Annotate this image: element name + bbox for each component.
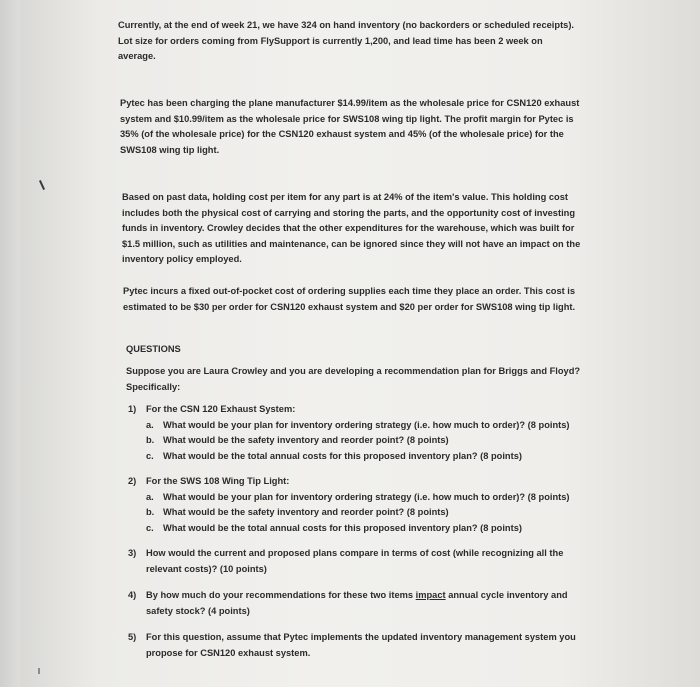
text-line: estimated to be $30 per order for CSN120 exhaust system and $20 per order for SWS108 wing tip light.	[123, 301, 576, 312]
question-text	[146, 630, 598, 661]
question-number: 1)	[128, 404, 137, 414]
sub-question	[146, 418, 598, 434]
text-line: For this question, assume that Pytec implements the updated inventory management system you	[146, 632, 576, 642]
text-line: Pytec has been charging the plane manufacturer $14.99/item as the wholesale price for CSN120 exhaust	[120, 98, 580, 108]
question-1	[128, 402, 598, 464]
question-3	[128, 546, 598, 577]
sub-text: What would be the total annual costs for this proposed inventory plan? (8 points)	[163, 450, 522, 461]
sub-letter: a.	[146, 491, 154, 502]
question-4	[128, 588, 598, 619]
question-number: 5)	[128, 632, 137, 642]
sub-letter: a.	[146, 419, 154, 430]
text-line: system and $10.99/item as the wholesale price for SWS108 wing tip light. The profit margin for Pytec is	[120, 113, 574, 124]
sub-letter: b.	[146, 507, 155, 518]
question-number: 4)	[128, 590, 137, 600]
text-line: SWS108 wing tip light.	[120, 144, 220, 155]
paragraph-pricing	[120, 96, 608, 158]
text-line: Suppose you are Laura Crowley and you are developing a recommendation plan for Briggs and Floyd?	[126, 366, 581, 376]
text-segment: annual cycle inventory and	[445, 590, 568, 600]
paragraph-holding-cost	[122, 190, 598, 268]
text-line: safety stock? (4 points)	[146, 605, 250, 616]
text-line: funds in inventory. Crowley decides that the other expenditures for the warehouse, which was built for	[122, 223, 575, 234]
page-edge-shadow	[0, 0, 20, 687]
questions-intro	[126, 364, 596, 395]
sub-letter: c.	[146, 450, 154, 461]
sub-letter: c.	[146, 522, 154, 533]
question-number: 3)	[128, 548, 137, 558]
text-line: Lot size for orders coming from FlySupport is currently 1,200, and lead time has been 2 week on	[118, 35, 543, 46]
questions-heading: QUESTIONS	[126, 344, 181, 354]
sub-text: What would be the total annual costs for this proposed inventory plan? (8 points)	[163, 522, 522, 533]
sub-question	[146, 433, 598, 449]
text-line: $1.5 million, such as utilities and maintenance, can be ignored since they will not have an impact on the	[122, 238, 581, 249]
text-line: inventory policy employed.	[122, 254, 242, 265]
sub-question	[146, 505, 598, 521]
question-text	[146, 588, 598, 619]
question-5	[128, 630, 598, 661]
sub-text: What would be the safety inventory and reorder point? (8 points)	[163, 435, 449, 446]
text-line: propose for CSN120 exhaust system.	[146, 647, 311, 658]
text-line: Currently, at the end of week 21, we have 324 on hand inventory (no backorders or scheduled receipts).	[118, 20, 575, 30]
text-line: 35% (of the wholesale price) for the CSN120 exhaust system and 45% (of the wholesale price) for the	[120, 129, 564, 140]
sub-question	[146, 449, 598, 465]
underlined-word: impact	[415, 590, 446, 600]
text-line: How would the current and proposed plans compare in terms of cost (while recognizing all the	[146, 548, 564, 558]
sub-text: What would be the safety inventory and reorder point? (8 points)	[163, 507, 449, 518]
text-line: Pytec incurs a fixed out-of-pocket cost of ordering supplies each time they place an order. This cost is	[123, 286, 576, 296]
text-line: Specifically:	[126, 381, 181, 392]
text-segment: By how much do your recommendations for these two items	[146, 590, 416, 600]
text-line	[146, 588, 598, 604]
question-text	[146, 546, 598, 577]
sub-letter: b.	[146, 435, 155, 446]
question-text: For the CSN 120 Exhaust System:	[146, 404, 296, 414]
text-line: relevant costs)? (10 points)	[146, 563, 267, 574]
text-line: average.	[118, 51, 156, 62]
text-line: Based on past data, holding cost per item for any part is at 24% of the item's value. This holding cost	[122, 192, 568, 202]
sub-question	[146, 521, 598, 537]
question-text: For the SWS 108 Wing Tip Light:	[146, 476, 290, 486]
sub-text: What would be your plan for inventory ordering strategy (i.e. how much to order)? (8 points)	[163, 419, 570, 430]
question-number: 2)	[128, 476, 137, 486]
question-2	[128, 474, 598, 536]
paragraph-inventory-status	[118, 18, 608, 65]
sub-question	[146, 490, 598, 506]
sub-text: What would be your plan for inventory ordering strategy (i.e. how much to order)? (8 points)	[163, 491, 570, 502]
paragraph-ordering-cost	[123, 284, 603, 315]
text-line: includes both the physical cost of carrying and storing the parts, and the opportunity cost of investing	[122, 207, 576, 218]
pen-mark	[38, 668, 40, 674]
